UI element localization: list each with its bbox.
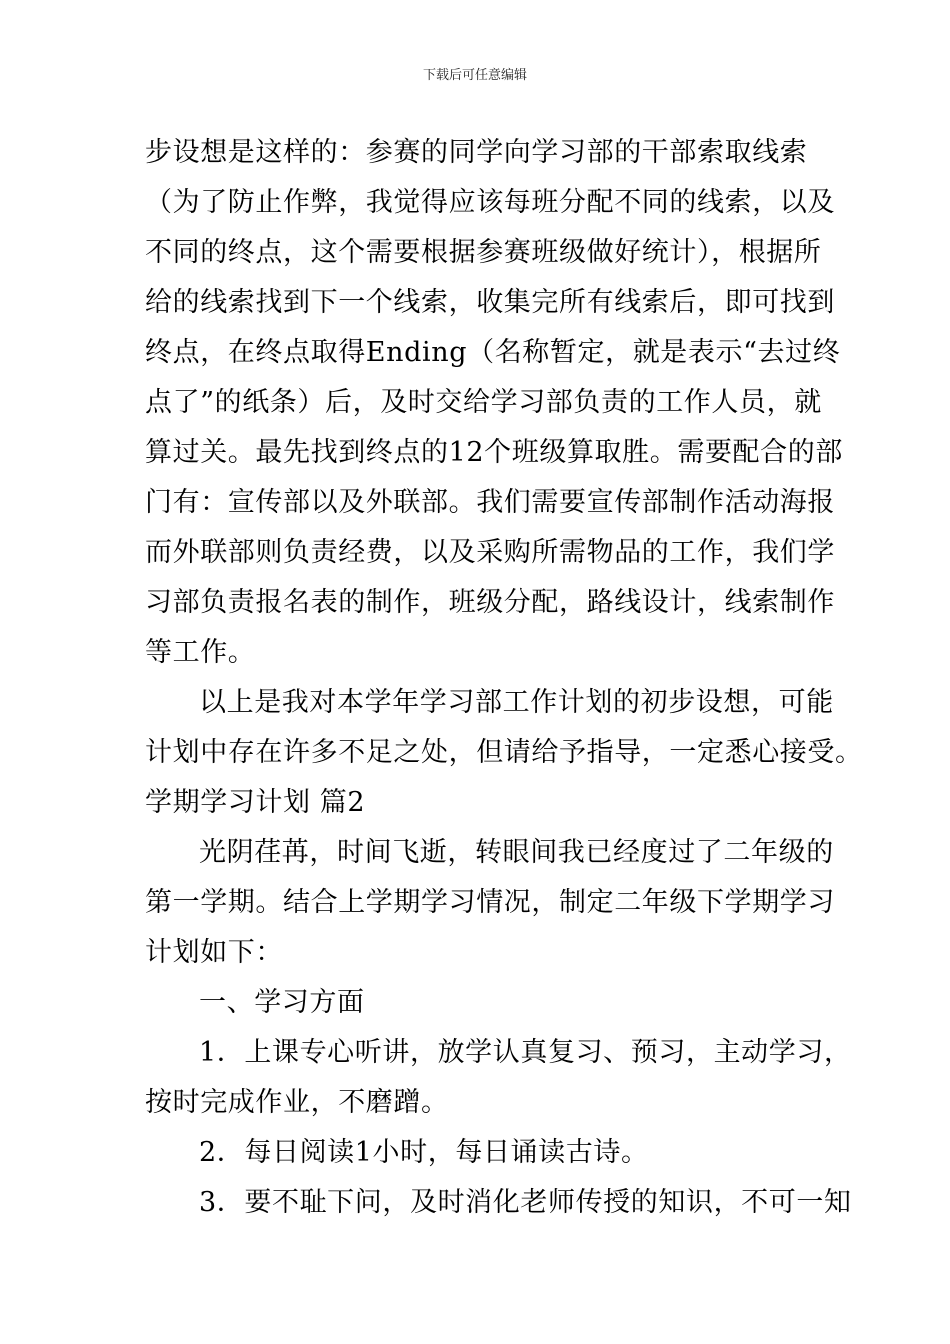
text-line: 学期学习计划 篇2 [145,787,366,818]
text-line: 以上是我对本学年学习部工作计划的初步设想，可能 [199,687,834,718]
text-line: 门有：宣传部以及外联部。我们需要宣传部制作活动海报 [145,487,835,518]
text-line: 终点，在终点取得Ending（名称暂定，就是表示“去过终 [145,337,841,368]
text-line: 一、学习方面 [199,987,365,1018]
text-line: 等工作。 [145,637,256,668]
text-line: 2．每日阅读1小时，每日诵读古诗。 [199,1137,649,1168]
text-line: 第一学期。结合上学期学习情况，制定二年级下学期学习 [145,887,835,918]
text-line: 按时完成作业，不磨蹭。 [145,1087,449,1118]
text-line: 1．上课专心听讲，放学认真复习、预习，主动学习， [199,1037,852,1068]
text-line: 计划如下： [145,937,283,968]
text-line: 点了”的纸条）后，及时交给学习部负责的工作人员，就 [145,387,822,418]
text-line: （为了防止作弊，我觉得应该每班分配不同的线索，以及 [145,187,835,218]
text-line: 3．要不耻下问，及时消化老师传授的知识，不可一知 [199,1187,852,1218]
text-line: 习部负责报名表的制作，班级分配，路线设计，线索制作 [145,587,835,618]
text-line: 给的线索找到下一个线索，收集完所有线索后，即可找到 [145,287,835,318]
text-line: 计划中存在许多不足之处，但请给予指导，一定悉心接受。 [145,737,863,768]
text-line: 而外联部则负责经费，以及采购所需物品的工作，我们学 [145,537,835,568]
page-header: 下载后可任意编辑 [422,68,527,83]
document-body [145,128,863,1228]
text-line: 步设想是这样的：参赛的同学向学习部的干部索取线索 [145,137,808,168]
text-line: 不同的终点，这个需要根据参赛班级做好统计），根据所 [145,237,822,268]
text-line: 算过关。最先找到终点的12个班级算取胜。需要配合的部 [145,437,843,468]
text-line: 光阴荏苒，时间飞逝，转眼间我已经度过了二年级的 [199,837,834,868]
